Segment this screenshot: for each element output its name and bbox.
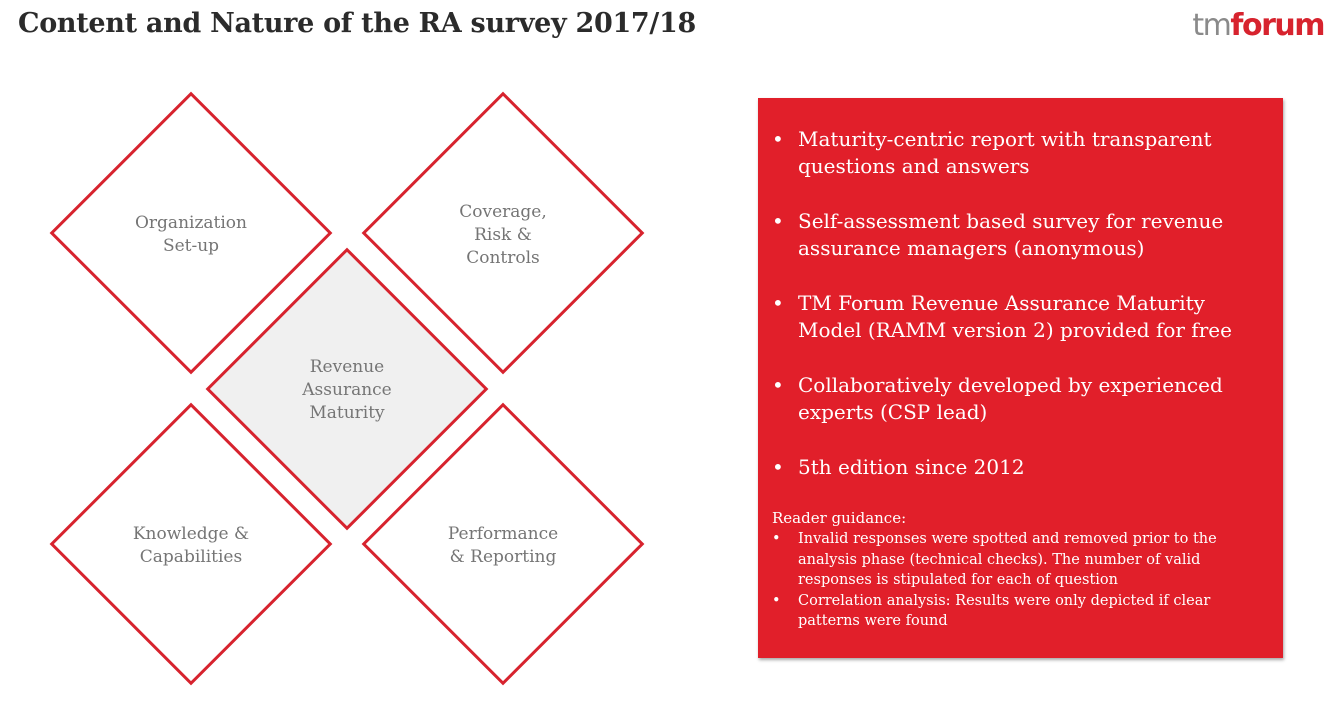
bullet-icon: • [772,592,781,609]
feature-item [772,208,1262,262]
logo-tm-text: tm [1192,8,1231,43]
guidance-title: Reader guidance: [772,509,907,527]
logo-forum-text: forum [1230,8,1324,43]
feature-item [772,290,1262,344]
feature-item [772,126,1262,180]
guidance-text: Invalid responses were spotted and removed prior to the analysis phase (technical checks). The number of valid responses is stipulated for each of question [798,531,1217,588]
feature-text: Self-assessment based survey for revenue assurance managers (anonymous) [798,209,1224,260]
bullet-icon: • [772,127,784,151]
label-center: Revenue Assurance Maturity [302,357,392,423]
bullet-icon: • [772,373,784,397]
guidance-list [772,529,1252,632]
feature-list [772,126,1262,509]
feature-item [772,372,1262,426]
feature-item [772,454,1262,481]
feature-text: 5th edition since 2012 [798,455,1025,479]
feature-text: Collaboratively developed by experienced experts (CSP lead) [798,373,1223,424]
bullet-icon: • [772,291,784,315]
page-title: Content and Nature of the RA survey 2017/18 [18,8,696,39]
feature-text: Maturity-centric report with transparent questions and answers [798,127,1212,178]
bullet-icon: • [772,209,784,233]
guidance-text: Correlation analysis: Results were only depicted if clear patterns were found [798,592,1211,629]
label-performance: Performance & Reporting [447,524,559,567]
tmforum-logo [1192,8,1324,43]
feature-text: TM Forum Revenue Assurance Maturity Model (RAMM version 2) provided for free [798,291,1232,342]
label-knowledge: Knowledge & Capabilities [132,524,250,567]
guidance-item [772,529,1252,591]
label-organization: Organization Set-up [134,213,247,256]
info-panel [758,98,1283,658]
bullet-icon: • [772,531,781,547]
label-coverage: Coverage, Risk & Controls [459,202,547,268]
bullet-icon: • [772,455,784,479]
guidance-item [772,591,1252,632]
